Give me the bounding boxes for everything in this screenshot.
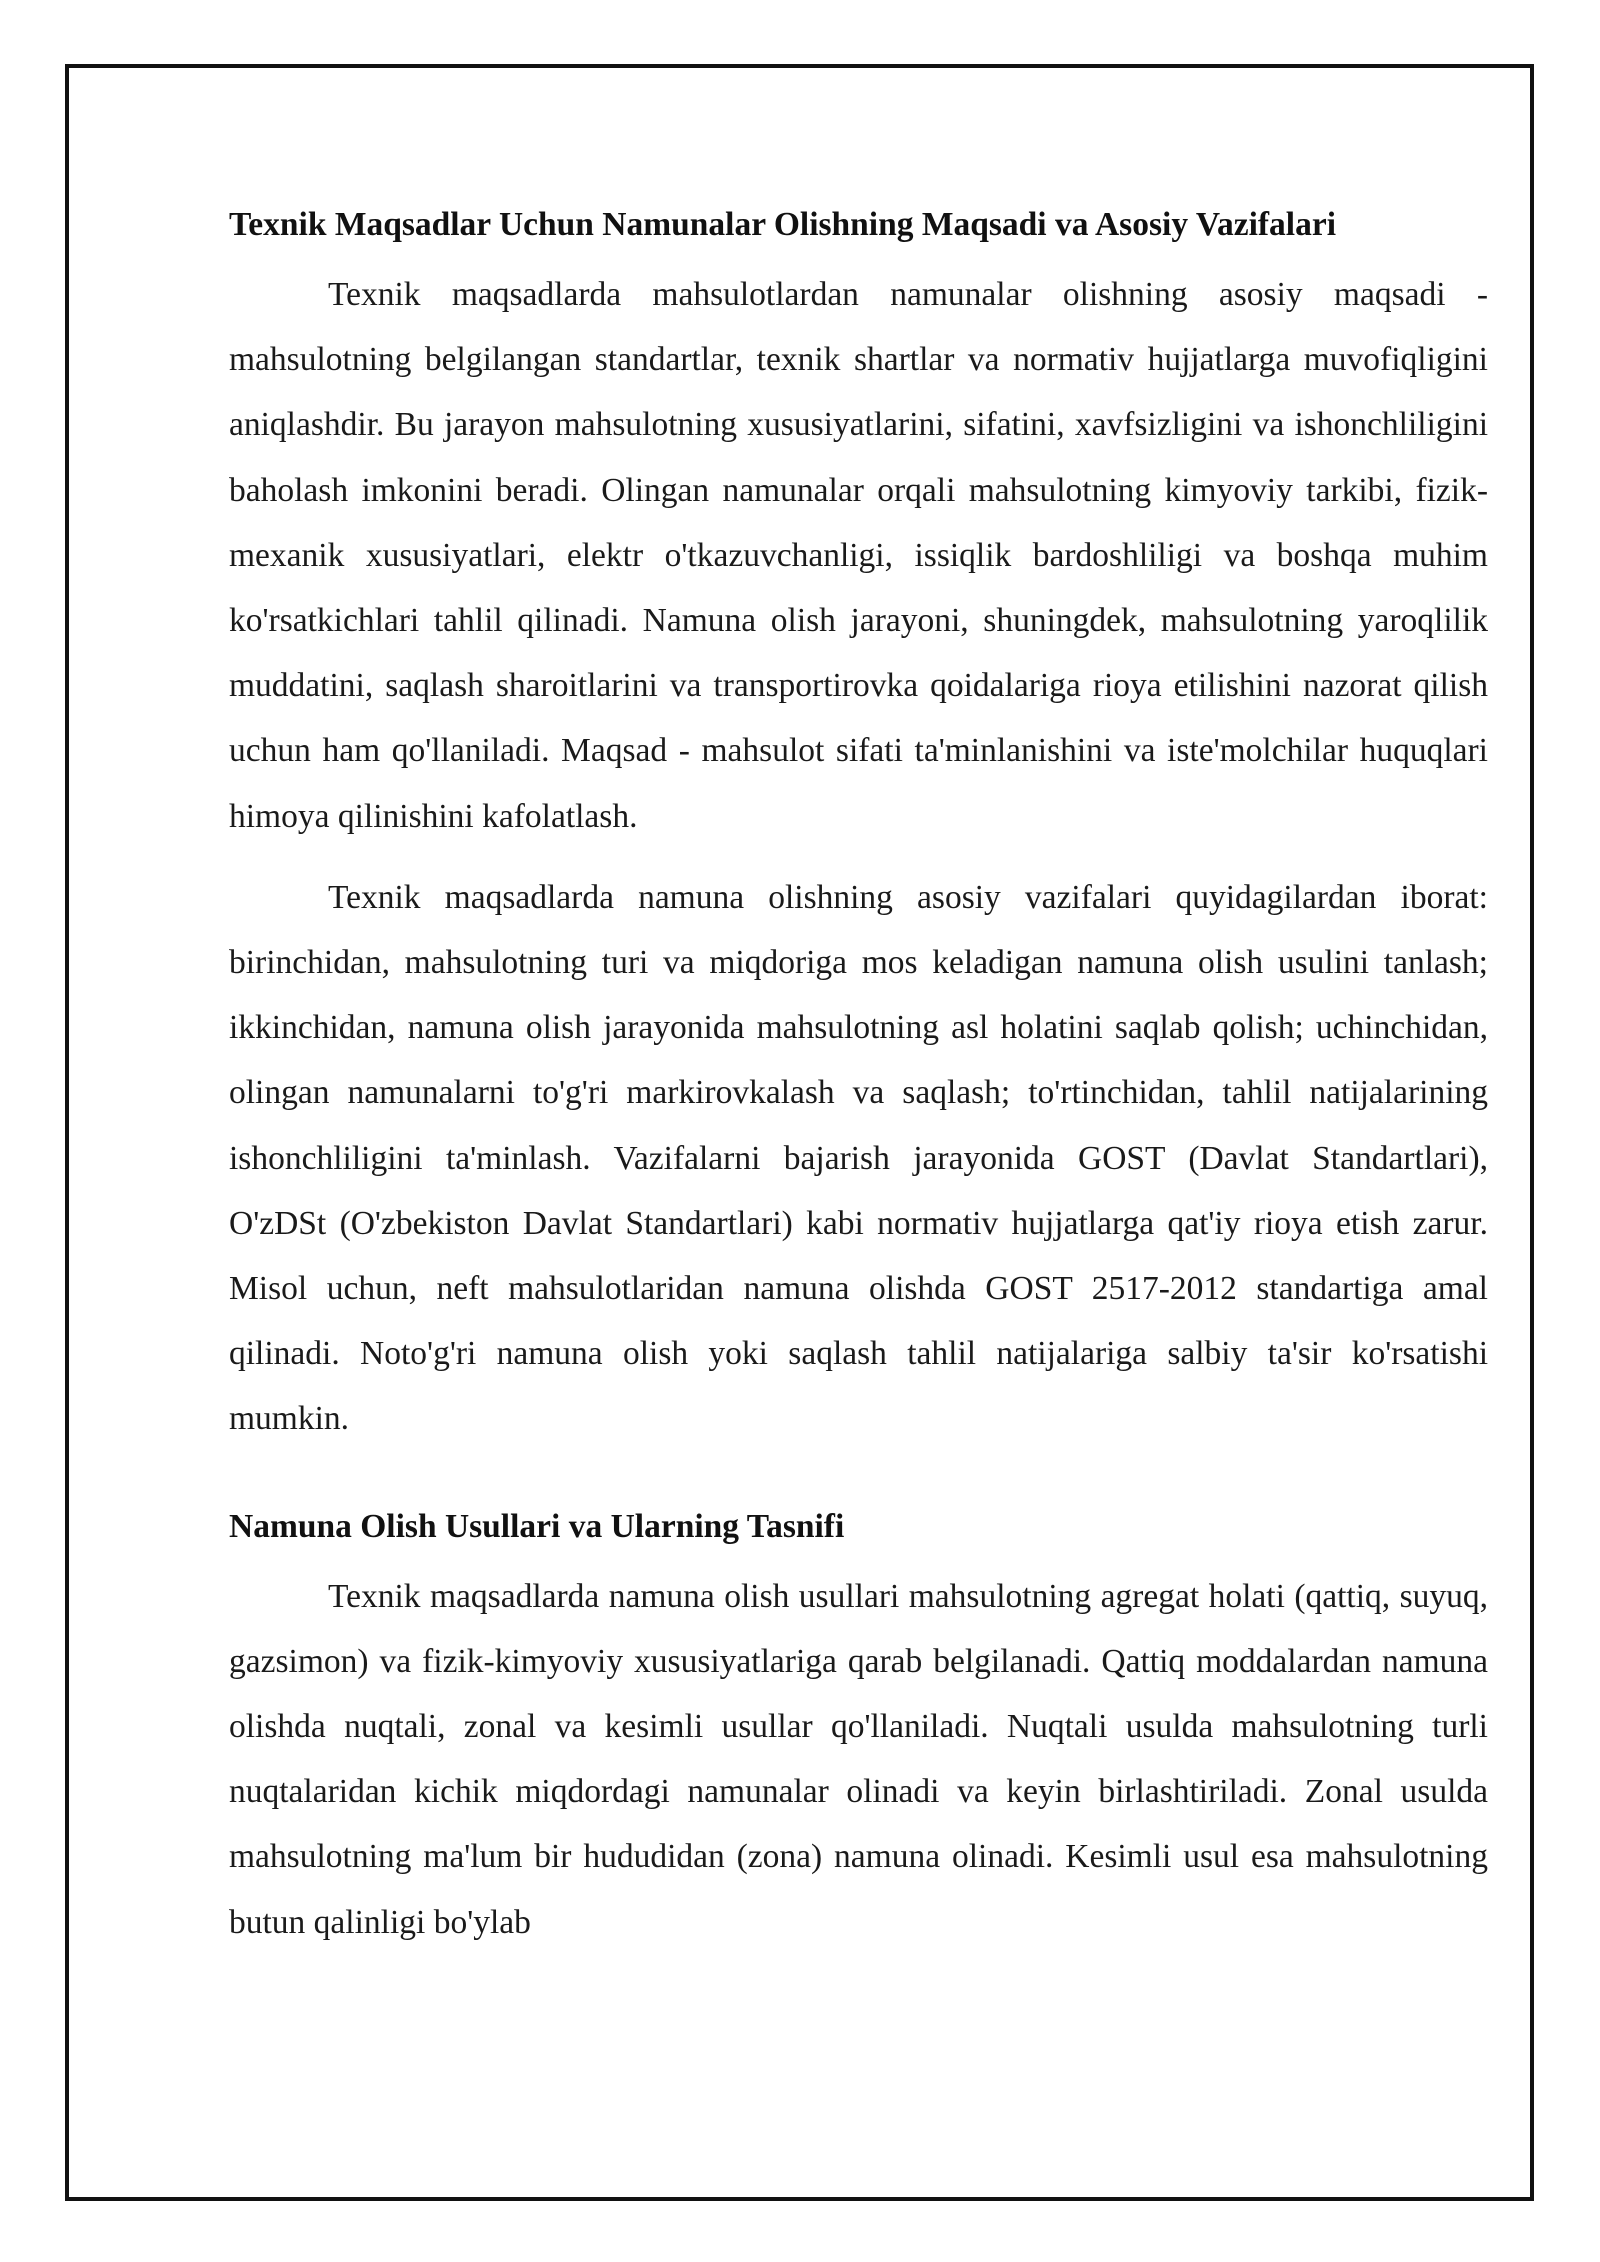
document-body: [229, 200, 1488, 1955]
section-heading-purpose: Texnik Maqsadlar Uchun Namunalar Olishning Maqsadi va Asosiy Vazifalari: [229, 206, 1337, 243]
section-heading-methods: Namuna Olish Usullari va Ularning Tasnifi: [229, 1507, 845, 1545]
paragraph-methods: Texnik maqsadlarda namuna olish usullari mahsulotning agregat holati (qattiq, suyuq, gazsimon) va fizik-kimyoviy xususiyatlariga qarab belgilanadi. Qattiq moddalardan namuna olishda nuqtali, zonal va kesimli usullar qo'llaniladi. Nuqtali usulda mahsulotning turli nuqtalaridan kichik miqdordagi namunalar olinadi va keyin birlashtiriladi. Zonal usulda mahsulotning ma'lum bir hududidan (zona) namuna olinadi. Kesimli usul esa mahsulotning butun qalinligi bo'ylab: [229, 1577, 1488, 1941]
paragraph-purpose: Texnik maqsadlarda mahsulotlardan namunalar olishning asosiy maqsadi - mahsulotning belgilangan standartlar, texnik shartlar va normativ hujjatlarga muvofiqligini aniqlashdir. Bu jarayon mahsulotning xususiyatlarini, sifatini, xavfsizligini va ishonchliligini baholash imkonini beradi. Olingan namunalar orqali mahsulotning kimyoviy tarkibi, fizik-mexanik xususiyatlari, elektr o'tkazuvchanligi, issiqlik bardoshliligi va boshqa muhim ko'rsatkichlari tahlil qilinadi. Namuna olish jarayoni, shuningdek, mahsulotning yaroqlilik muddatini, saqlash sharoitlarini va transportirovka qoidalariga rioya etilishini nazorat qilish uchun ham qo'llaniladi. Maqsad - mahsulot sifati ta'minlanishini va iste'molchilar huquqlari himoya qilinishini kafolatlash.: [229, 276, 1488, 835]
paragraph-tasks: Texnik maqsadlarda namuna olishning asosiy vazifalari quyidagilardan iborat: birinchidan, mahsulotning turi va miqdoriga mos keladigan namuna olish usulini tanlash; ikkinchidan, namuna olish jarayonida mahsulotning asl holatini saqlab qolish; uchinchidan, olingan namunalarni to'g'ri markirovkalash va saqlash; to'rtinchidan, tahlil natijalarining ishonchliligini ta'minlash. Vazifalarni bajarish jarayonida GOST (Davlat Standartlari), O'zDSt (O'zbekiston Davlat Standartlari) kabi normativ hujjatlarga qat'iy rioya etish zarur. Misol uchun, neft mahsulotlaridan namuna olishda GOST 2517-2012 standartiga amal qilinadi. Noto'g'ri namuna olish yoki saqlash tahlil natijalariga salbiy ta'sir ko'rsatishi mumkin.: [229, 878, 1488, 1438]
